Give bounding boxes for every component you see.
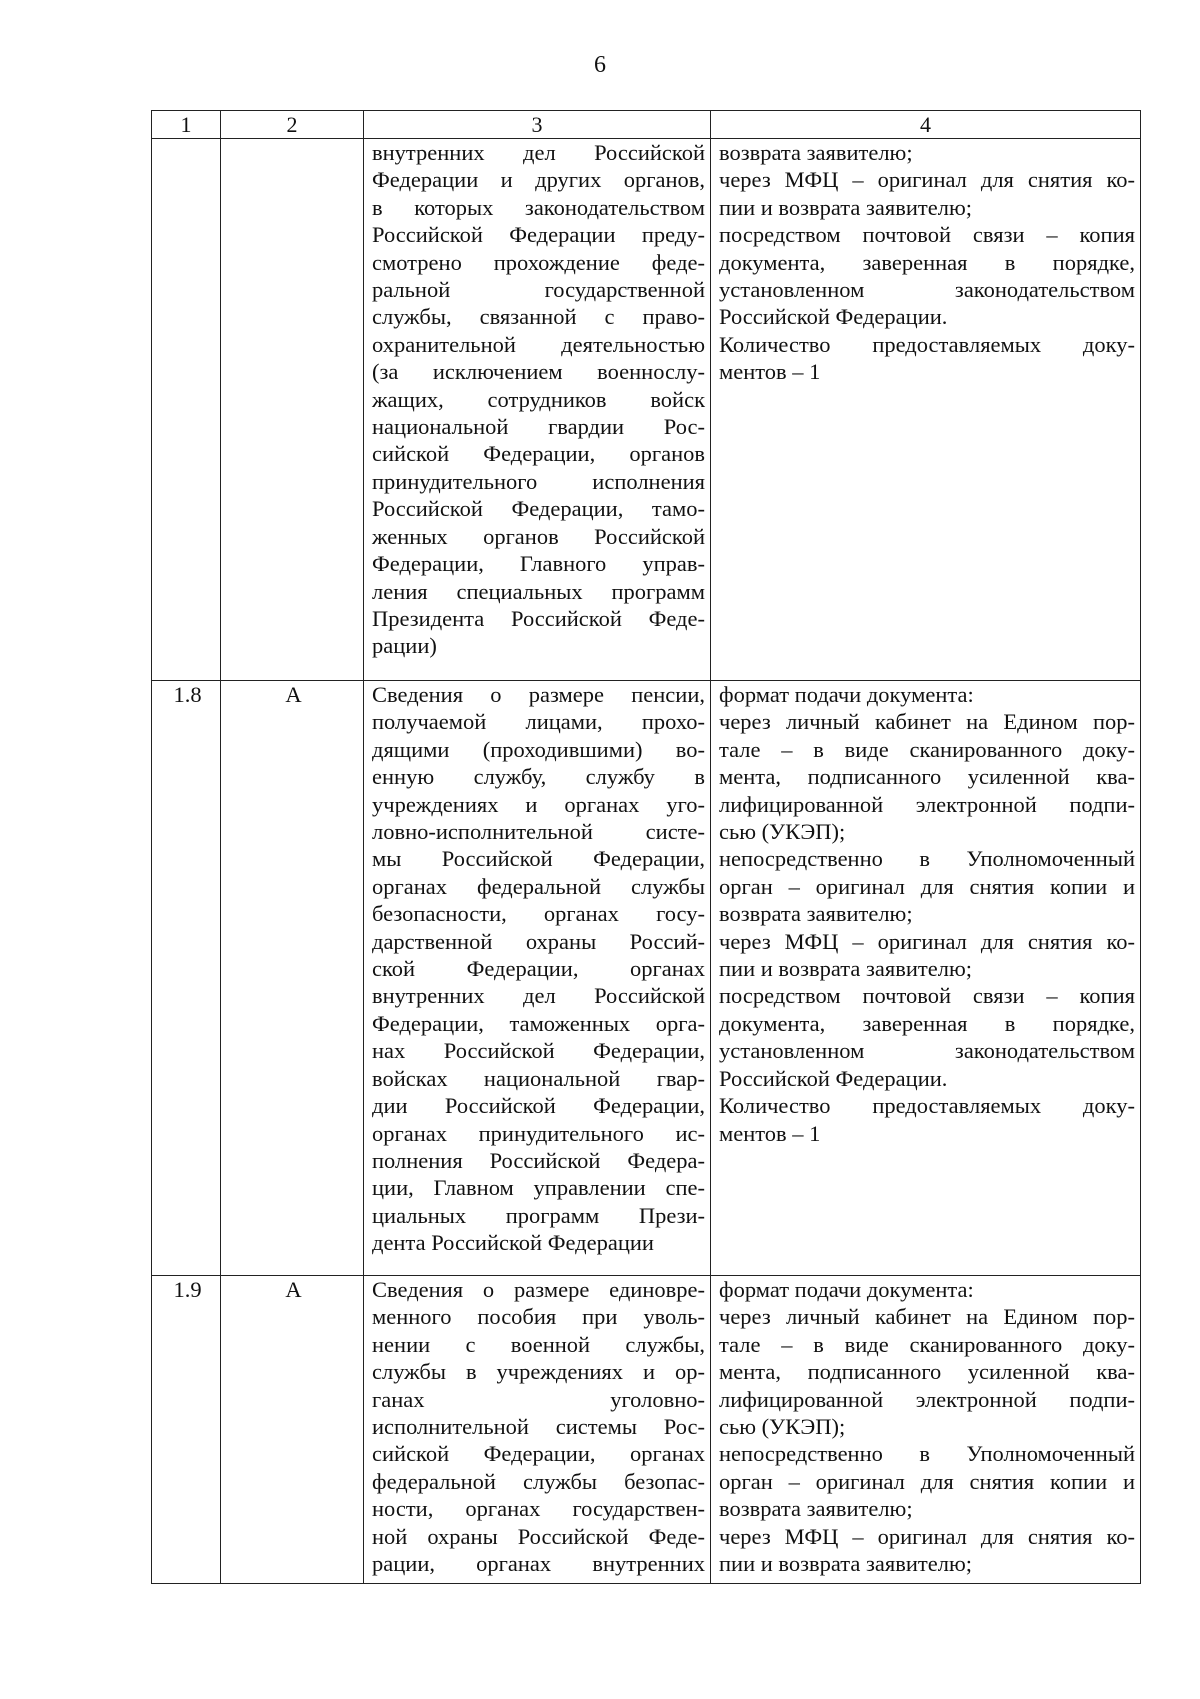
format-line: документа, заверенная в порядке, <box>719 249 1135 275</box>
description-line: рации, органах внутренних <box>372 1551 705 1577</box>
row-type: А <box>285 682 302 707</box>
format-line: возврата заявителю; <box>719 901 913 927</box>
description-line: дарственной охраны Россий- <box>372 928 705 954</box>
description-line: Российской Федерации преду- <box>372 222 705 248</box>
description-line: службы в учреждениях и ор- <box>372 1359 705 1385</box>
description-line: ской Федерации, органах <box>372 956 705 982</box>
format-line: через МФЦ – оригинал для снятия ко- <box>719 1523 1135 1549</box>
description-line: принудительного исполнения <box>372 468 705 494</box>
services-table <box>151 110 1141 1584</box>
description-line: получаемой лицами, прохо- <box>372 709 705 735</box>
row-number-cell <box>152 1276 221 1584</box>
format-line: Российской Федерации. <box>719 304 948 330</box>
format-line: непосредственно в Уполномоченный <box>719 1441 1135 1467</box>
description-line: енную службу, службу в <box>372 764 705 790</box>
format-line: Количество предоставляемых доку- <box>719 1093 1135 1119</box>
row-format-cell <box>711 139 1141 681</box>
format-line: мента, подписанного усиленной ква- <box>719 764 1135 790</box>
format-line: сью (УКЭП); <box>719 1414 846 1440</box>
row-format-cell <box>711 681 1141 1276</box>
description-line: рации) <box>372 633 437 659</box>
row-type: А <box>285 1277 302 1302</box>
description-line: Сведения о размере единовре- <box>372 1277 705 1302</box>
description-line: менного пособия при уволь- <box>372 1304 705 1330</box>
format-line: тале – в виде сканированного доку- <box>719 736 1135 762</box>
column-header-1: 1 <box>152 111 221 139</box>
format-line: сью (УКЭП); <box>719 819 846 845</box>
description-line: дящими (проходившими) во- <box>372 736 705 762</box>
description-line: жащих, сотрудников войск <box>372 386 705 412</box>
format-line: Количество предоставляемых доку- <box>719 331 1135 357</box>
column-header-3: 3 <box>364 111 711 139</box>
description-line: дента Российской Федерации <box>372 1230 654 1256</box>
format-line: лифицированной электронной подпи- <box>719 1386 1135 1412</box>
format-line: непосредственно в Уполномоченный <box>719 846 1135 872</box>
format-line: орган – оригинал для снятия копии и <box>719 1468 1135 1494</box>
table-header-row <box>152 111 1141 139</box>
column-header-4: 4 <box>711 111 1141 139</box>
format-line: орган – оригинал для снятия копии и <box>719 873 1135 899</box>
description-line: женных органов Российской <box>372 523 705 549</box>
description-line: мы Российской Федерации, <box>372 846 705 872</box>
description-line: ной охраны Российской Феде- <box>372 1523 705 1549</box>
row-number: 1.9 <box>173 1277 202 1302</box>
description-line: внутренних дел Российской <box>372 983 705 1009</box>
format-line: через МФЦ – оригинал для снятия ко- <box>719 167 1135 193</box>
format-line: ментов – 1 <box>719 359 821 385</box>
format-line: через МФЦ – оригинал для снятия ко- <box>719 928 1135 954</box>
format-line: через личный кабинет на Едином пор- <box>719 709 1135 735</box>
description-line: ции, Главном управлении спе- <box>372 1175 705 1201</box>
description-line: Президента Российской Феде- <box>372 605 705 631</box>
row-type-cell <box>221 681 364 1276</box>
format-line: формат подачи документа: <box>719 1277 974 1302</box>
row-number: 1.8 <box>173 682 202 707</box>
description-line: войсках национальной гвар- <box>372 1065 705 1091</box>
format-line: ментов – 1 <box>719 1120 821 1146</box>
format-line: посредством почтовой связи – копия <box>719 222 1135 248</box>
description-line: полнения Российской Федера- <box>372 1147 705 1173</box>
description-line: Федерации и других органов, <box>372 167 705 193</box>
format-line: возврата заявителю; <box>719 1496 913 1522</box>
description-line: ления специальных программ <box>372 578 705 604</box>
description-line: смотрено прохождение феде- <box>372 249 705 275</box>
description-line: Российской Федерации, тамо- <box>372 496 705 522</box>
row-number-cell <box>152 139 221 681</box>
format-line: пии и возврата заявителю; <box>719 194 973 220</box>
format-line: через личный кабинет на Едином пор- <box>719 1304 1135 1330</box>
description-line: учреждениях и органах уго- <box>372 791 705 817</box>
format-line: установленном законодательством <box>719 1038 1135 1064</box>
format-line: Российской Федерации. <box>719 1065 948 1091</box>
row-type-cell <box>221 1276 364 1584</box>
format-line: пии и возврата заявителю; <box>719 1551 973 1577</box>
description-line: Федерации, Главного управ- <box>372 551 705 577</box>
description-line: охранительной деятельностью <box>372 331 705 357</box>
table-row <box>152 1276 1141 1584</box>
row-number-cell <box>152 681 221 1276</box>
format-line: лифицированной электронной подпи- <box>719 791 1135 817</box>
table-row <box>152 681 1141 1276</box>
description-line: органах федеральной службы <box>372 873 705 899</box>
format-line: установленном законодательством <box>719 277 1135 303</box>
row-description-cell <box>364 1276 711 1584</box>
description-line: Сведения о размере пенсии, <box>372 682 705 707</box>
description-line: ганах уголовно- <box>372 1386 705 1412</box>
description-line: безопасности, органах госу- <box>372 901 705 927</box>
description-line: дии Российской Федерации, <box>372 1093 705 1119</box>
description-line: нении с военной службы, <box>372 1331 705 1357</box>
format-line: возврата заявителю; <box>719 140 913 165</box>
description-line: исполнительной системы Рос- <box>372 1414 705 1440</box>
description-line: нах Российской Федерации, <box>372 1038 705 1064</box>
description-line: Федерации, таможенных орга- <box>372 1010 705 1036</box>
description-line: службы, связанной с право- <box>372 304 705 330</box>
description-line: ловно-исполнительной систе- <box>372 819 705 845</box>
format-line: тале – в виде сканированного доку- <box>719 1331 1135 1357</box>
format-line: пии и возврата заявителю; <box>719 956 973 982</box>
description-line: сийской Федерации, органах <box>372 1441 705 1467</box>
table-row <box>152 139 1141 681</box>
page-number: 6 <box>594 52 606 78</box>
description-line: (за исключением военнослу- <box>372 359 705 385</box>
description-line: национальной гвардии Рос- <box>372 414 705 440</box>
row-description-cell <box>364 681 711 1276</box>
row-type-cell <box>221 139 364 681</box>
description-line: ральной государственной <box>372 277 705 303</box>
description-line: органах принудительного ис- <box>372 1120 705 1146</box>
row-format-cell <box>711 1276 1141 1584</box>
row-description-cell <box>364 139 711 681</box>
description-line: внутренних дел Российской <box>372 140 705 165</box>
format-line: документа, заверенная в порядке, <box>719 1010 1135 1036</box>
description-line: федеральной службы безопас- <box>372 1468 705 1494</box>
format-line: мента, подписанного усиленной ква- <box>719 1359 1135 1385</box>
column-header-2: 2 <box>221 111 364 139</box>
format-line: посредством почтовой связи – копия <box>719 983 1135 1009</box>
description-line: в которых законодательством <box>372 194 705 220</box>
description-line: ности, органах государствен- <box>372 1496 705 1522</box>
description-line: циальных программ Прези- <box>372 1202 705 1228</box>
format-line: формат подачи документа: <box>719 682 974 707</box>
description-line: сийской Федерации, органов <box>372 441 705 467</box>
